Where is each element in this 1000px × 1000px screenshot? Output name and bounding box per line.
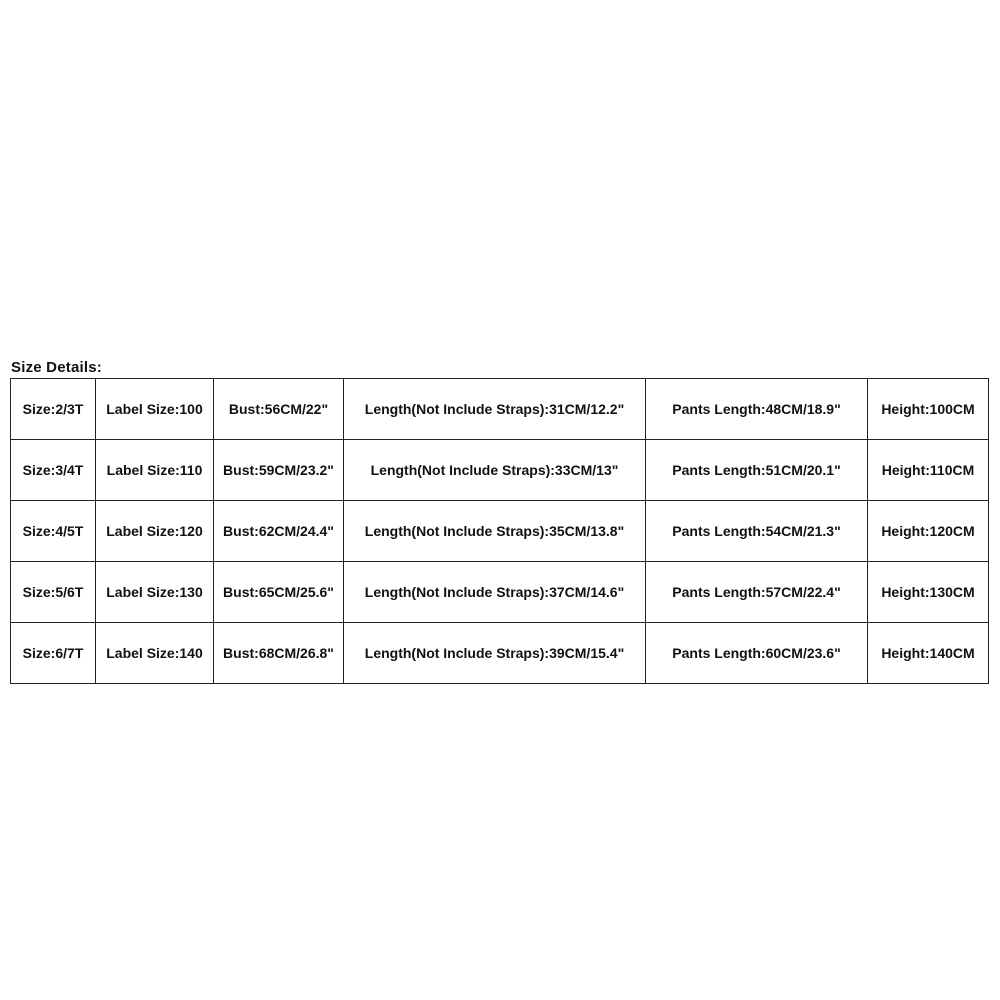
size-cell: Size:3/4T [11,440,96,501]
pants-length-cell: Pants Length:57CM/22.4" [646,562,868,623]
label-size-cell: Label Size:140 [96,623,214,684]
height-cell: Height:100CM [868,379,989,440]
size-cell: Size:5/6T [11,562,96,623]
table-row [11,440,989,501]
table-row [11,623,989,684]
length-cell: Length(Not Include Straps):31CM/12.2" [344,379,646,440]
label-size-cell: Label Size:120 [96,501,214,562]
size-cell: Size:6/7T [11,623,96,684]
length-cell: Length(Not Include Straps):35CM/13.8" [344,501,646,562]
height-cell: Height:130CM [868,562,989,623]
pants-length-cell: Pants Length:60CM/23.6" [646,623,868,684]
table-row [11,562,989,623]
pants-length-cell: Pants Length:51CM/20.1" [646,440,868,501]
height-cell: Height:110CM [868,440,989,501]
bust-cell: Bust:65CM/25.6" [214,562,344,623]
label-size-cell: Label Size:100 [96,379,214,440]
pants-length-cell: Pants Length:48CM/18.9" [646,379,868,440]
table-row [11,501,989,562]
length-cell: Length(Not Include Straps):33CM/13" [344,440,646,501]
height-cell: Height:120CM [868,501,989,562]
label-size-cell: Label Size:130 [96,562,214,623]
size-details-title: Size Details: [11,359,102,376]
length-cell: Length(Not Include Straps):37CM/14.6" [344,562,646,623]
bust-cell: Bust:56CM/22" [214,379,344,440]
table-row [11,379,989,440]
size-table [10,378,989,684]
pants-length-cell: Pants Length:54CM/21.3" [646,501,868,562]
size-cell: Size:2/3T [11,379,96,440]
bust-cell: Bust:62CM/24.4" [214,501,344,562]
length-cell: Length(Not Include Straps):39CM/15.4" [344,623,646,684]
height-cell: Height:140CM [868,623,989,684]
bust-cell: Bust:68CM/26.8" [214,623,344,684]
bust-cell: Bust:59CM/23.2" [214,440,344,501]
label-size-cell: Label Size:110 [96,440,214,501]
size-cell: Size:4/5T [11,501,96,562]
